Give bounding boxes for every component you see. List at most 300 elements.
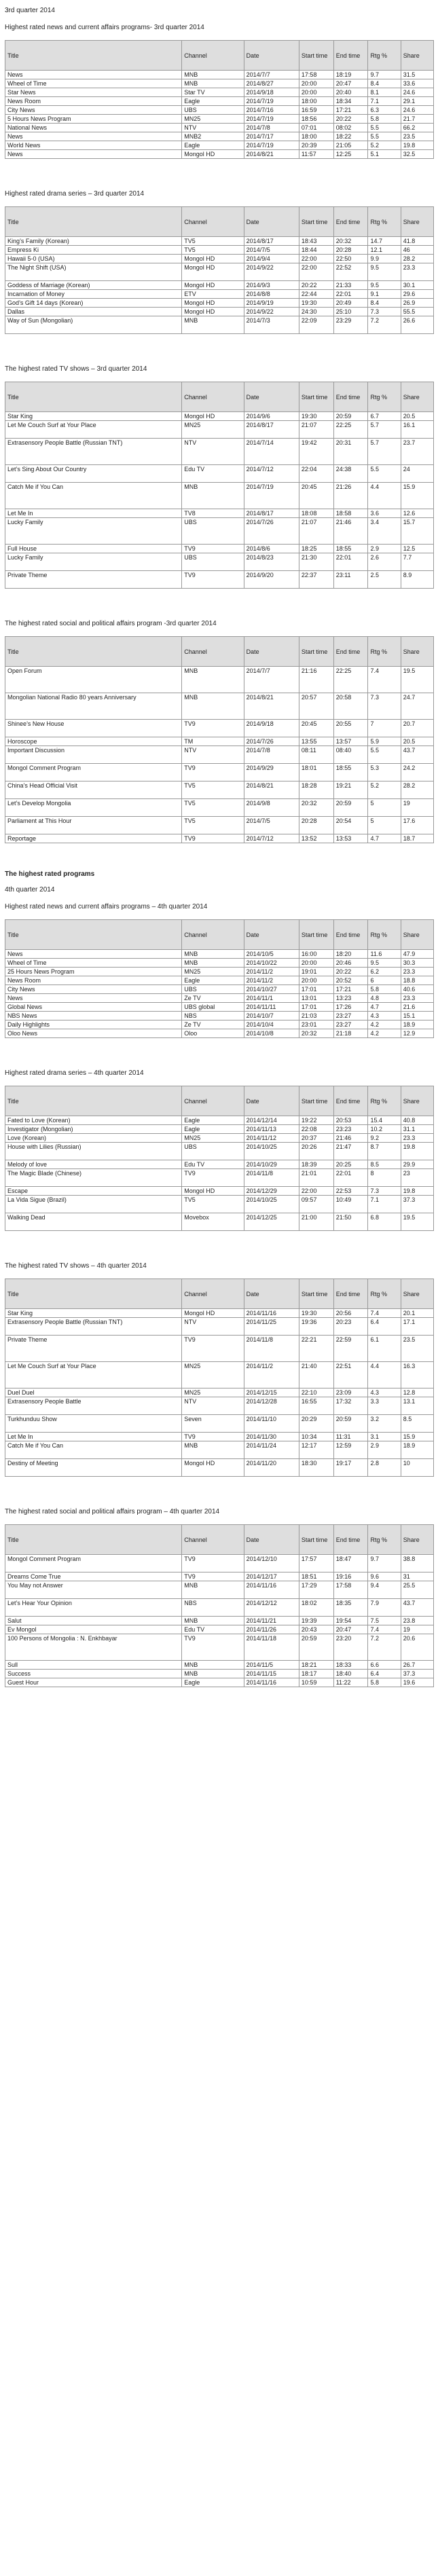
table-cell: 20:54 (333, 817, 368, 834)
table-cell: 20:45 (299, 483, 333, 509)
table-cell: MNB (182, 1441, 244, 1459)
table-cell: 10 (401, 1459, 433, 1477)
table-cell: 20:00 (299, 79, 333, 88)
table-cell: 32.5 (401, 150, 433, 159)
table-cell: 21:40 (299, 1362, 333, 1388)
table-cell: 6.4 (368, 1670, 401, 1678)
table-cell: 2014/10/5 (244, 950, 299, 959)
table-header-row (5, 207, 434, 237)
table-cell: 21:18 (333, 1029, 368, 1038)
table-cell: 21.6 (401, 1003, 433, 1012)
table-cell: 21:00 (299, 1213, 333, 1231)
table-cell: 5.8 (368, 1678, 401, 1687)
table-cell: Global News (5, 1003, 182, 1012)
table-cell: News (5, 994, 182, 1003)
table-row (5, 1318, 434, 1336)
column-header: Start time (299, 207, 333, 237)
table-row (5, 255, 434, 263)
table-cell: 2014/9/29 (244, 764, 299, 781)
table-row (5, 1415, 434, 1433)
section-heading: Highest rated news and current affairs programs- 3rd quarter 2014 (5, 24, 204, 31)
table-cell: 24:38 (333, 465, 368, 483)
table-cell: Let’s Hear Your Opinion (5, 1599, 182, 1617)
table-cell: 11:22 (333, 1678, 368, 1687)
table-cell: 5.5 (368, 132, 401, 141)
table-cell: 17:21 (333, 985, 368, 994)
table-cell: 4.2 (368, 1029, 401, 1038)
table-row (5, 1678, 434, 1687)
table-cell: 19:30 (299, 1309, 333, 1318)
table-cell: 19.6 (401, 1678, 433, 1687)
table-cell: 2014/7/8 (244, 124, 299, 132)
column-header: End time (333, 1525, 368, 1555)
table-cell: City News (5, 985, 182, 994)
table-cell: 9.9 (368, 255, 401, 263)
table-cell: Extrasensory People Battle (Russian TNT) (5, 439, 182, 465)
table-cell: 25 Hours News Program (5, 968, 182, 976)
table-cell: Star King (5, 412, 182, 421)
section-heading: Highest rated drama series – 4th quarter 2014 (5, 1069, 144, 1077)
table-cell: 16:55 (299, 1397, 333, 1415)
table-cell: 19:21 (333, 781, 368, 799)
table-cell: 4.4 (368, 483, 401, 509)
table-cell: 23 (401, 1169, 433, 1187)
table-cell: 21:07 (299, 518, 333, 545)
table-cell: 22:21 (299, 1336, 333, 1362)
table-cell: 15.1 (401, 1012, 433, 1020)
table-cell: Mongol HD (182, 255, 244, 263)
table-cell: 20:00 (299, 959, 333, 968)
table-cell: 20:45 (299, 720, 333, 737)
table-cell: 20:31 (333, 439, 368, 465)
table-cell: 31.5 (401, 71, 433, 79)
table-cell: TV9 (182, 1572, 244, 1581)
table-cell: Wheel of Time (5, 959, 182, 968)
table-cell: 20:29 (299, 1415, 333, 1433)
table-cell: 7.7 (401, 553, 433, 571)
table-cell: 23:27 (333, 1020, 368, 1029)
table-cell: God’s Gift 14 days (Korean) (5, 299, 182, 308)
table-cell: China’s Head Official Visit (5, 781, 182, 799)
table-row (5, 1441, 434, 1459)
table-cell: Goddess of Marriage (Korean) (5, 281, 182, 290)
table-cell: 2014/11/16 (244, 1309, 299, 1318)
table-cell: 19:30 (299, 299, 333, 308)
table-cell: TM (182, 737, 244, 746)
table-cell: 6.4 (368, 1318, 401, 1336)
table-row (5, 1397, 434, 1415)
table-cell: TV9 (182, 571, 244, 589)
table-cell: 2014/11/8 (244, 1169, 299, 1187)
table-row (5, 439, 434, 465)
table-cell: 9.7 (368, 71, 401, 79)
table-cell: Let Me In (5, 509, 182, 518)
table-cell: 18:44 (299, 246, 333, 255)
table-cell: TV9 (182, 545, 244, 553)
table-cell: 23:01 (299, 1020, 333, 1029)
table-cell: 4.3 (368, 1388, 401, 1397)
table-cell: 2014/11/12 (244, 1134, 299, 1143)
table-cell: 21:26 (333, 483, 368, 509)
table-cell: 11:31 (333, 1433, 368, 1441)
table-cell: 6.3 (368, 106, 401, 115)
table-cell: Ze TV (182, 1020, 244, 1029)
table-cell: 20:58 (333, 693, 368, 720)
table-cell: MNB (182, 79, 244, 88)
table-cell: 14.7 (368, 237, 401, 246)
table-cell: 9.2 (368, 1134, 401, 1143)
table-cell: 2014/11/15 (244, 1670, 299, 1678)
table-cell: 2014/11/24 (244, 1441, 299, 1459)
table-cell: 4.7 (368, 834, 401, 843)
table-cell: Edu TV (182, 1160, 244, 1169)
table-cell: TV9 (182, 1336, 244, 1362)
table-cell: 13:01 (299, 994, 333, 1003)
table-cell: 9.5 (368, 281, 401, 290)
table-cell: 15.4 (368, 1116, 401, 1125)
table-cell: TV9 (182, 1433, 244, 1441)
table-cell: NTV (182, 1318, 244, 1336)
table-cell: NTV (182, 746, 244, 764)
table-cell: Catch Me if You Can (5, 483, 182, 509)
table-cell: 18:21 (299, 1661, 333, 1670)
table-cell: 2014/7/26 (244, 737, 299, 746)
table-cell: You May not Answer (5, 1581, 182, 1599)
table-row (5, 817, 434, 834)
table-cell: 20:22 (333, 115, 368, 124)
table-cell: 19:01 (299, 968, 333, 976)
table-cell: House with Lilies (Russian) (5, 1143, 182, 1160)
table-cell: 2014/7/19 (244, 141, 299, 150)
table-row (5, 667, 434, 693)
table-cell: 2014/12/29 (244, 1187, 299, 1196)
table-cell: 17.6 (401, 817, 433, 834)
table-cell: 6.2 (368, 968, 401, 976)
table-cell: 21:07 (299, 421, 333, 439)
table-cell: 2014/9/19 (244, 299, 299, 308)
table-cell: Mongol HD (182, 1459, 244, 1477)
table-cell: 29.6 (401, 290, 433, 299)
table-cell: MNB (182, 1661, 244, 1670)
table-row (5, 746, 434, 764)
table-cell: TV5 (182, 781, 244, 799)
table-cell: 22:01 (333, 553, 368, 571)
table-header-row (5, 1086, 434, 1116)
column-header: Share (401, 1279, 433, 1309)
table-cell: 2014/10/27 (244, 985, 299, 994)
table-row (5, 412, 434, 421)
table-cell: 08:02 (333, 124, 368, 132)
table-cell: 20:47 (333, 79, 368, 88)
table-cell: News Room (5, 97, 182, 106)
table-row (5, 1388, 434, 1397)
table-row (5, 237, 434, 246)
table-cell: 09:57 (299, 1196, 333, 1213)
table-row (5, 263, 434, 281)
table-cell: 2014/7/16 (244, 106, 299, 115)
table-cell: 21:03 (299, 1012, 333, 1020)
table-cell: 29.9 (401, 1160, 433, 1169)
table-cell: 2014/11/8 (244, 1336, 299, 1362)
ratings-table (5, 382, 434, 589)
column-header: Start time (299, 1086, 333, 1116)
table-cell: 2014/12/12 (244, 1599, 299, 1617)
table-row (5, 1634, 434, 1661)
table-cell: 2014/7/14 (244, 439, 299, 465)
table-row (5, 737, 434, 746)
table-cell: 31 (401, 1572, 433, 1581)
table-cell: 7.1 (368, 1196, 401, 1213)
table-cell: 2014/7/26 (244, 518, 299, 545)
table-cell: 17:58 (299, 71, 333, 79)
table-cell: 18.7 (401, 834, 433, 843)
table-cell: 20:28 (299, 817, 333, 834)
table-cell: 18:19 (333, 71, 368, 79)
table-cell: 6.7 (368, 412, 401, 421)
column-header: Title (5, 41, 182, 71)
table-cell: 2014/7/7 (244, 667, 299, 693)
table-cell: 2014/11/2 (244, 976, 299, 985)
table-cell: MN25 (182, 968, 244, 976)
table-cell: 20:59 (299, 1634, 333, 1661)
table-cell: 2014/7/5 (244, 817, 299, 834)
table-cell: 2014/11/16 (244, 1581, 299, 1599)
table-cell: 2014/10/22 (244, 959, 299, 968)
table-cell: 23.7 (401, 439, 433, 465)
table-cell: 20:23 (333, 1318, 368, 1336)
column-header: Share (401, 382, 433, 412)
table-cell: 25:10 (333, 308, 368, 316)
column-header: Title (5, 1525, 182, 1555)
table-cell: 5.7 (368, 439, 401, 465)
table-cell: 7.4 (368, 667, 401, 693)
table-cell: UBS (182, 518, 244, 545)
column-header: Share (401, 1525, 433, 1555)
table-row (5, 1029, 434, 1038)
table-cell: 7 (368, 720, 401, 737)
table-cell: TV9 (182, 1555, 244, 1572)
table-cell: 2014/9/8 (244, 799, 299, 817)
section-heading: The highest rated TV shows – 3rd quarter 2014 (5, 365, 147, 373)
table-cell: 19:17 (333, 1459, 368, 1477)
column-header: Rtg % (368, 207, 401, 237)
table-cell: 2014/7/7 (244, 71, 299, 79)
column-header: Title (5, 207, 182, 237)
table-row (5, 1187, 434, 1196)
section-heading: Highest rated drama series – 3rd quarter 2014 (5, 190, 145, 198)
table-cell: 4.7 (368, 1003, 401, 1012)
table-row (5, 553, 434, 571)
table-row (5, 97, 434, 106)
table-cell: 9.4 (368, 1581, 401, 1599)
table-cell: 2014/10/25 (244, 1143, 299, 1160)
ratings-table (5, 1278, 434, 1477)
column-header: Date (244, 207, 299, 237)
table-row (5, 483, 434, 509)
table-cell: 20:56 (333, 1309, 368, 1318)
table-cell: 2014/10/29 (244, 1160, 299, 1169)
table-cell: 2014/10/7 (244, 1012, 299, 1020)
section-heading: The highest rated social and political affairs program -3rd quarter 2014 (5, 620, 217, 627)
table-cell: MNB (182, 693, 244, 720)
table-cell: 21:01 (299, 1169, 333, 1187)
table-cell: 2.8 (368, 1459, 401, 1477)
table-cell: 5.9 (368, 737, 401, 746)
table-row (5, 720, 434, 737)
table-cell: 12:25 (333, 150, 368, 159)
table-cell: Mongol HD (182, 308, 244, 316)
table-cell: 2.9 (368, 1441, 401, 1459)
table-cell: 17:29 (299, 1581, 333, 1599)
column-header: Start time (299, 1279, 333, 1309)
table-cell: King’s Family (Korean) (5, 237, 182, 246)
ratings-table (5, 636, 434, 843)
table-row (5, 545, 434, 553)
table-cell: 20:59 (333, 1415, 368, 1433)
table-cell: 2014/9/20 (244, 571, 299, 589)
table-cell: 2014/8/21 (244, 781, 299, 799)
table-cell: 20:52 (333, 976, 368, 985)
table-cell: 2014/12/28 (244, 1397, 299, 1415)
table-cell: TV9 (182, 1169, 244, 1187)
table-cell: 20:49 (333, 299, 368, 308)
table-cell: 2014/12/14 (244, 1116, 299, 1125)
table-cell: 2014/8/21 (244, 150, 299, 159)
table-cell: 18:00 (299, 132, 333, 141)
table-cell: 2014/12/25 (244, 1213, 299, 1231)
table-row (5, 1169, 434, 1187)
table-header-row (5, 1525, 434, 1555)
table-cell: Mongol HD (182, 412, 244, 421)
section-heading: The highest rated programs (5, 870, 95, 878)
table-cell: 7.1 (368, 97, 401, 106)
column-header: Rtg % (368, 637, 401, 667)
table-cell: 20:53 (333, 1116, 368, 1125)
table-cell: 12:17 (299, 1441, 333, 1459)
table-cell: 5 (368, 817, 401, 834)
table-cell: 18:40 (333, 1670, 368, 1678)
table-cell: Let Me In (5, 1433, 182, 1441)
table-cell: MNB (182, 959, 244, 968)
section-heading: The highest rated social and political affairs program – 4th quarter 2014 (5, 1508, 220, 1515)
table-cell: UBS (182, 553, 244, 571)
table-row (5, 1670, 434, 1678)
table-row (5, 781, 434, 799)
table-cell: 9.5 (368, 959, 401, 968)
table-cell: 2014/11/10 (244, 1415, 299, 1433)
table-cell: Private Theme (5, 571, 182, 589)
ratings-table (5, 40, 434, 159)
table-cell: 19.8 (401, 1143, 433, 1160)
table-cell: MNB (182, 1670, 244, 1678)
table-cell: MN25 (182, 1362, 244, 1388)
table-cell: 20:00 (299, 976, 333, 985)
table-cell: 23.3 (401, 1134, 433, 1143)
table-cell: MNB (182, 316, 244, 334)
table-cell: Open Forum (5, 667, 182, 693)
table-cell: 19:36 (299, 1318, 333, 1336)
column-header: Date (244, 920, 299, 950)
table-cell: 38.8 (401, 1555, 433, 1572)
table-row (5, 1309, 434, 1318)
table-cell: MNB (182, 667, 244, 693)
table-cell: Way of Sun (Mongolian) (5, 316, 182, 334)
table-cell: TV5 (182, 817, 244, 834)
column-header: Rtg % (368, 1525, 401, 1555)
table-cell: 16.3 (401, 1362, 433, 1388)
table-cell: 2014/9/18 (244, 720, 299, 737)
table-cell: 18:02 (299, 1599, 333, 1617)
table-cell: 2014/8/17 (244, 421, 299, 439)
table-cell: Mongol HD (182, 150, 244, 159)
table-cell: 18:47 (333, 1555, 368, 1572)
table-cell: Movebox (182, 1213, 244, 1231)
table-cell: 18:51 (299, 1572, 333, 1581)
table-row (5, 1336, 434, 1362)
table-cell: 07:01 (299, 124, 333, 132)
table-row (5, 1213, 434, 1231)
table-cell: 13:23 (333, 994, 368, 1003)
table-cell: TV5 (182, 237, 244, 246)
table-cell: World News (5, 141, 182, 150)
table-cell: Mongol Comment Program (5, 764, 182, 781)
table-cell: 22:52 (333, 263, 368, 281)
table-cell: Dreams Come True (5, 1572, 182, 1581)
table-cell: 18:20 (333, 950, 368, 959)
table-cell: 18.9 (401, 1020, 433, 1029)
table-cell: 2014/9/22 (244, 308, 299, 316)
table-cell: 10:59 (299, 1678, 333, 1687)
table-cell: 17:21 (333, 106, 368, 115)
column-header: Start time (299, 637, 333, 667)
table-cell: 9.5 (368, 263, 401, 281)
table-cell: 5.5 (368, 124, 401, 132)
table-cell: NTV (182, 124, 244, 132)
table-cell: Walking Dead (5, 1213, 182, 1231)
table-cell: Oloo (182, 1029, 244, 1038)
section-heading: 3rd quarter 2014 (5, 7, 55, 14)
table-cell: 2014/8/17 (244, 509, 299, 518)
table-cell: 24.6 (401, 88, 433, 97)
table-cell: 40.8 (401, 1116, 433, 1125)
table-cell: Star News (5, 88, 182, 97)
table-cell: 20:00 (299, 88, 333, 97)
table-cell: 5.8 (368, 115, 401, 124)
column-header: Start time (299, 920, 333, 950)
table-cell: 4.8 (368, 994, 401, 1003)
table-cell: UBS global (182, 1003, 244, 1012)
table-cell: 5.2 (368, 781, 401, 799)
column-header: Channel (182, 920, 244, 950)
table-row (5, 985, 434, 994)
table-cell: 15.9 (401, 483, 433, 509)
column-header: Rtg % (368, 382, 401, 412)
table-cell: 7.2 (368, 1634, 401, 1661)
table-cell: 5.5 (368, 746, 401, 764)
table-cell: Destiny of Meeting (5, 1459, 182, 1477)
table-cell: TV8 (182, 509, 244, 518)
table-cell: Fated to Love (Korean) (5, 1116, 182, 1125)
table-cell: 17:32 (333, 1397, 368, 1415)
table-cell: 18.9 (401, 1441, 433, 1459)
table-cell: 8.1 (368, 88, 401, 97)
table-cell: 15.9 (401, 1433, 433, 1441)
table-cell: Mongol HD (182, 281, 244, 290)
table-cell: 12.9 (401, 1029, 433, 1038)
table-cell: 5.8 (368, 985, 401, 994)
table-cell: 25.5 (401, 1581, 433, 1599)
table-cell: 2014/11/2 (244, 1362, 299, 1388)
